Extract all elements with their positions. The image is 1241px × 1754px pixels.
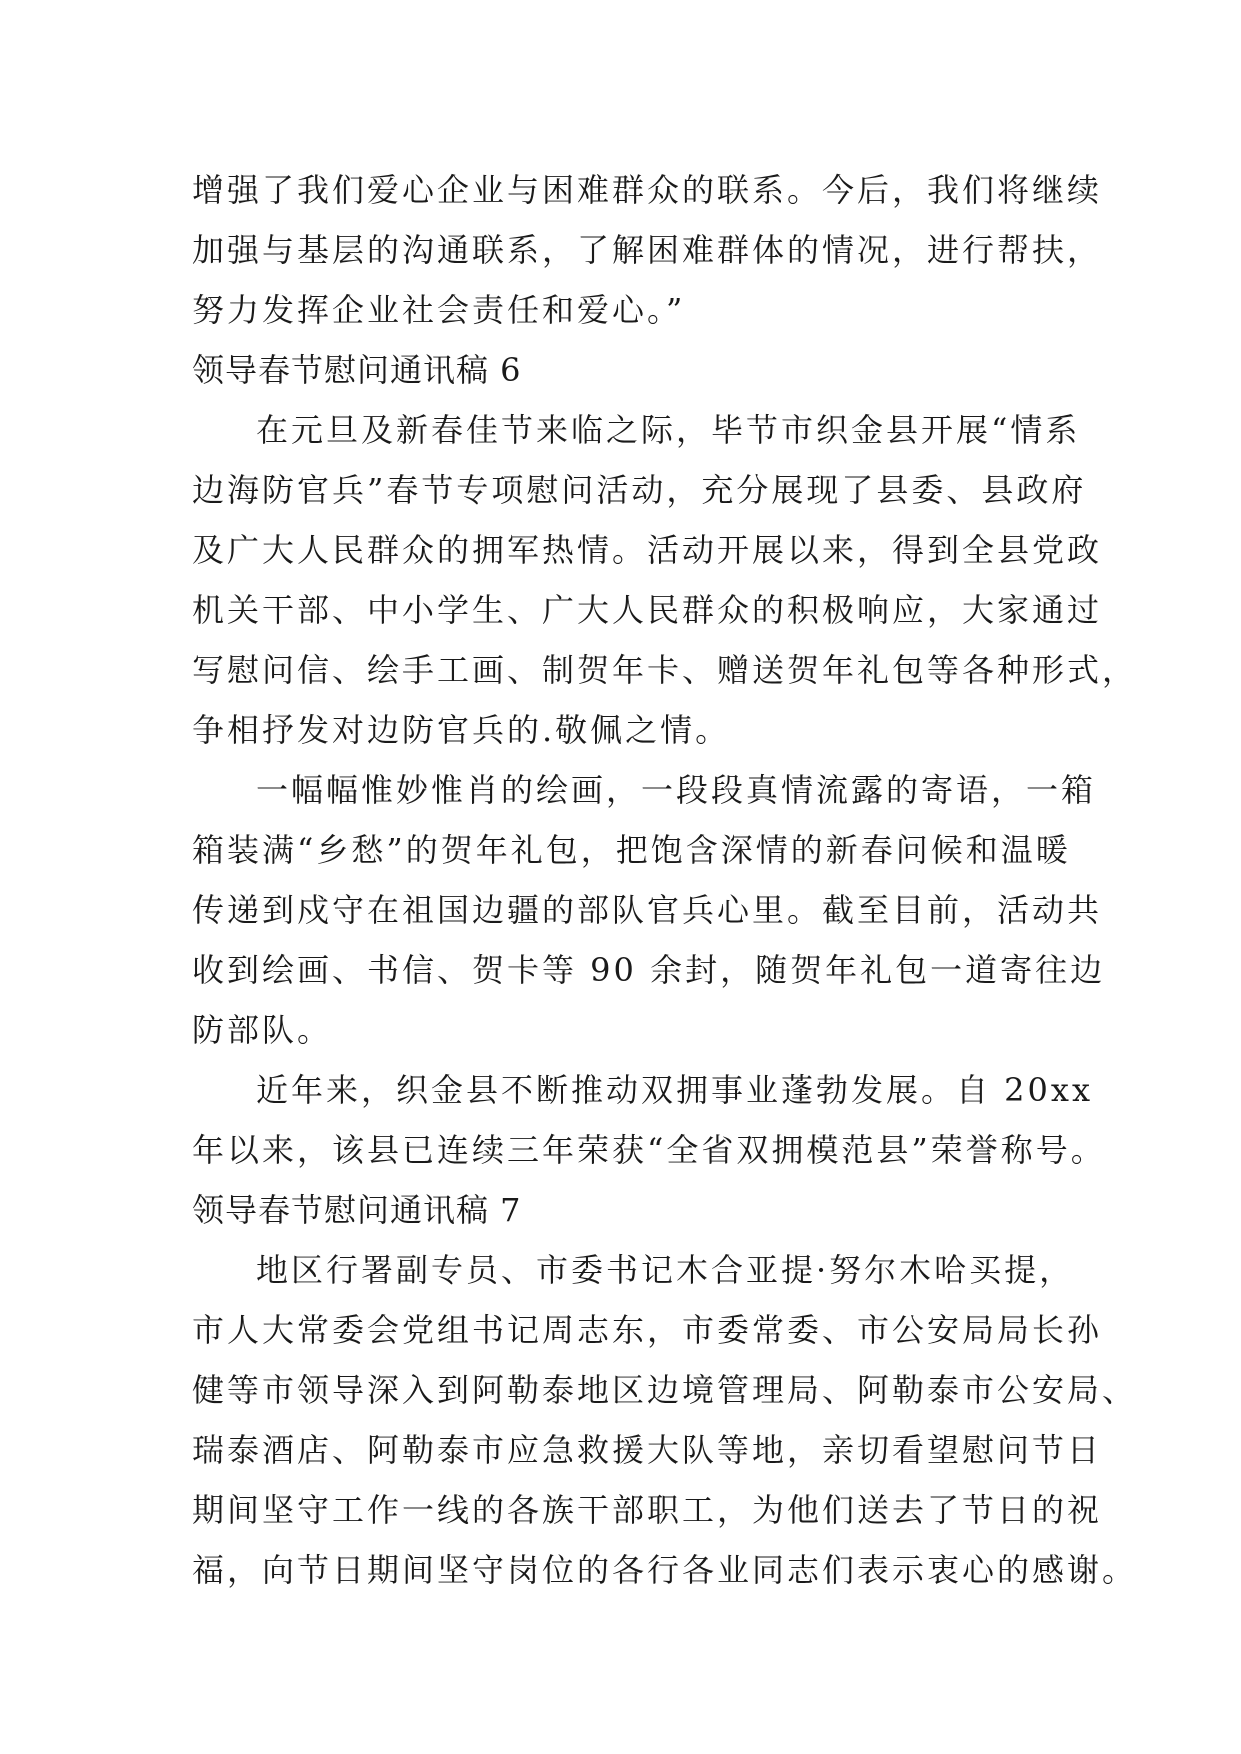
text-line: 箱装满“乡愁”的贺年礼包，把饱含深情的新春问候和温暖 <box>192 831 1071 869</box>
text-line: 写慰问信、绘手工画、制贺年卡、赠送贺年礼包等各种形式， <box>192 651 1138 689</box>
document-body <box>192 160 1138 1600</box>
text-line: 及广大人民群众的拥军热情。活动开展以来，得到全县党政 <box>192 531 1103 569</box>
text-line: 争相抒发对边防官兵的.敬佩之情。 <box>192 711 731 749</box>
text-line: 健等市领导深入到阿勒泰地区边境管理局、阿勒泰市公安局、 <box>192 1371 1138 1409</box>
text-line: 在元旦及新春佳节来临之际，毕节市织金县开展“情系 <box>256 411 1081 449</box>
section-heading-text: 领导春节慰问通讯稿 6 <box>192 351 522 389</box>
paragraph <box>192 1060 1106 1180</box>
section-heading <box>192 1180 1057 1240</box>
text-line: 福，向节日期间坚守岗位的各行各业同志们表示衷心的感谢。 <box>192 1551 1138 1589</box>
text-line: 年以来，该县已连续三年荣获“全省双拥模范县”荣誉称号。 <box>192 1131 1106 1169</box>
text-line: 边海防官兵”春节专项慰问活动，充分展现了县委、县政府 <box>192 471 1087 509</box>
paragraph-continuation <box>192 160 1103 340</box>
paragraph <box>192 1240 1138 1600</box>
text-line: 加强与基层的沟通联系，了解困难群体的情况，进行帮扶， <box>192 231 1103 269</box>
text-line: 一幅幅惟妙惟肖的绘画，一段段真情流露的寄语，一箱 <box>256 771 1097 809</box>
text-line: 传递到戍守在祖国边疆的部队官兵心里。截至目前，活动共 <box>192 891 1103 929</box>
text-line: 收到绘画、书信、贺卡等 90 余封，随贺年礼包一道寄往边 <box>192 951 1106 989</box>
section-heading <box>192 340 1057 400</box>
text-line: 机关干部、中小学生、广大人民群众的积极响应，大家通过 <box>192 591 1103 629</box>
paragraph <box>192 400 1138 760</box>
text-line: 瑞泰酒店、阿勒泰市应急救援大队等地，亲切看望慰问节日 <box>192 1431 1103 1469</box>
text-line: 防部队。 <box>192 1011 333 1049</box>
text-line: 地区行署副专员、市委书记木合亚提·努尔木哈买提， <box>256 1251 1075 1289</box>
paragraph <box>192 760 1106 1060</box>
section-heading-text: 领导春节慰问通讯稿 7 <box>192 1191 522 1229</box>
text-line: 市人大常委会党组书记周志东，市委常委、市公安局局长孙 <box>192 1311 1103 1349</box>
text-line: 近年来，织金县不断推动双拥事业蓬勃发展。自 20xx <box>256 1071 1093 1109</box>
text-line: 期间坚守工作一线的各族干部职工，为他们送去了节日的祝 <box>192 1491 1103 1529</box>
text-line: 努力发挥企业社会责任和爱心。” <box>192 291 686 329</box>
text-line: 增强了我们爱心企业与困难群众的联系。今后，我们将继续 <box>192 171 1103 209</box>
